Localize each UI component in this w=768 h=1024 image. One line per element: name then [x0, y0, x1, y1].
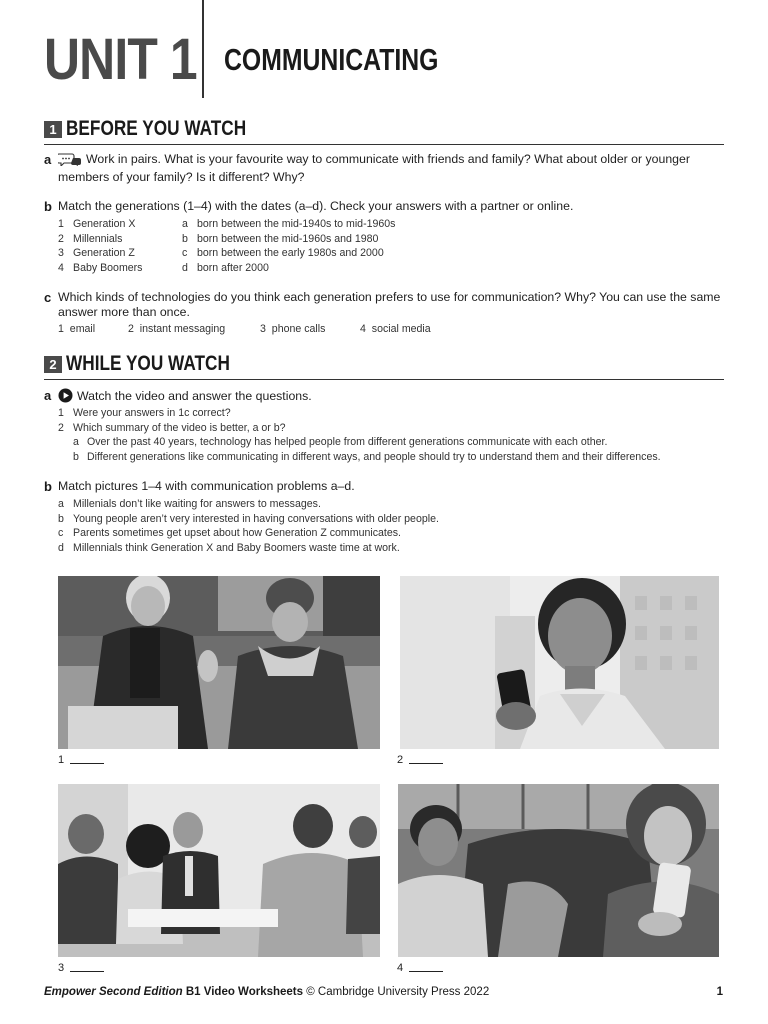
picture-4-caption: 4 — [397, 962, 443, 974]
generations-list — [58, 217, 188, 275]
task-1a-instructions: Work in pairs. What is your favourite way to communicate with friends and family? What about older or younger members of your family? Is it different? Why? — [58, 152, 690, 184]
list-item: c born between the early 1980s and 2000 — [182, 247, 384, 260]
section-title: WHILE YOU WATCH — [66, 352, 230, 375]
answer-blank[interactable] — [70, 754, 104, 764]
list-item: a Over the past 40 years, technology has helped people from different generations communicate with each other. — [73, 436, 608, 449]
list-item: 4 social media — [360, 323, 431, 335]
list-item: d born after 2000 — [182, 261, 269, 274]
section-heading-while-you-watch — [44, 353, 724, 380]
section-number: 1 — [44, 121, 62, 138]
picture-1-caption: 1 — [58, 754, 104, 766]
list-item: a Millenials don’t like waiting for answers to messages. — [58, 498, 321, 510]
task-1a-text — [58, 152, 724, 185]
list-item: 3 Generation Z — [58, 247, 135, 260]
technology-options — [58, 322, 431, 337]
task-1c-text: Which kinds of technologies do you think each generation prefers to use for communication? Why? You can use the same answer more than once. — [58, 290, 721, 319]
list-item: 1 Were your answers in 1c correct? — [58, 407, 231, 419]
picture-4 — [398, 784, 719, 957]
footer-credit — [44, 986, 489, 998]
list-item: 1 Generation X — [58, 218, 136, 230]
task-letter: a — [44, 388, 52, 403]
list-item: 2 Which summary of the video is better, a or b? — [58, 421, 286, 434]
picture-1 — [58, 576, 380, 749]
task-2a-instructions: Watch the video and answer the questions. — [77, 389, 312, 403]
section-title: BEFORE YOU WATCH — [66, 117, 247, 140]
unit-label: UNIT 1 — [44, 27, 197, 92]
section-heading-before-you-watch — [44, 118, 724, 145]
answer-blank[interactable] — [409, 754, 443, 764]
answer-blank[interactable] — [70, 962, 104, 972]
list-item: b Different generations like communicating in different ways, and people should try to understand them and their differences. — [73, 450, 661, 463]
picture-2 — [400, 576, 719, 749]
video-questions — [58, 406, 724, 464]
task-letter: a — [44, 152, 52, 167]
picture-2-caption: 2 — [397, 754, 443, 766]
list-item: a born between the mid-1940s to mid-1960s — [182, 218, 396, 230]
list-item: 1 email — [58, 323, 96, 335]
list-item: 3 phone calls — [260, 323, 326, 335]
unit-title: COMMUNICATING — [224, 42, 439, 77]
speech-bubbles-icon — [58, 153, 82, 170]
footer-title: Empower Second Edition — [44, 986, 183, 998]
list-item: b Young people aren’t very interested in having conversations with older people. — [58, 512, 439, 525]
task-2a-text — [58, 388, 724, 407]
header-divider — [202, 0, 204, 98]
dates-list — [182, 217, 482, 275]
answer-blank[interactable] — [409, 962, 443, 972]
list-item: 2 Millennials — [58, 232, 123, 245]
picture-3 — [58, 784, 380, 957]
picture-3-caption: 3 — [58, 962, 104, 974]
problems-list — [58, 497, 724, 555]
play-icon — [58, 388, 73, 407]
task-letter: c — [44, 290, 52, 305]
list-item: c Parents sometimes get upset about how Generation Z communicates. — [58, 527, 401, 540]
list-item: 4 Baby Boomers — [58, 261, 143, 274]
list-item: 2 instant messaging — [128, 323, 226, 335]
section-number: 2 — [44, 356, 62, 373]
task-letter: b — [44, 199, 52, 214]
task-1b-text: Match the generations (1–4) with the dates (a–d). Check your answers with a partner or online. — [58, 199, 574, 213]
footer-copyright: © Cambridge University Press 2022 — [306, 986, 490, 998]
task-2b-text: Match pictures 1–4 with communication problems a–d. — [58, 479, 355, 493]
list-item: d Millennials think Generation X and Baby Boomers waste time at work. — [58, 541, 400, 554]
list-item: b born between the mid-1960s and 1980 — [182, 232, 379, 245]
footer-level: B1 Video Worksheets — [185, 986, 304, 998]
task-letter: b — [44, 479, 52, 494]
page-number: 1 — [716, 986, 723, 998]
